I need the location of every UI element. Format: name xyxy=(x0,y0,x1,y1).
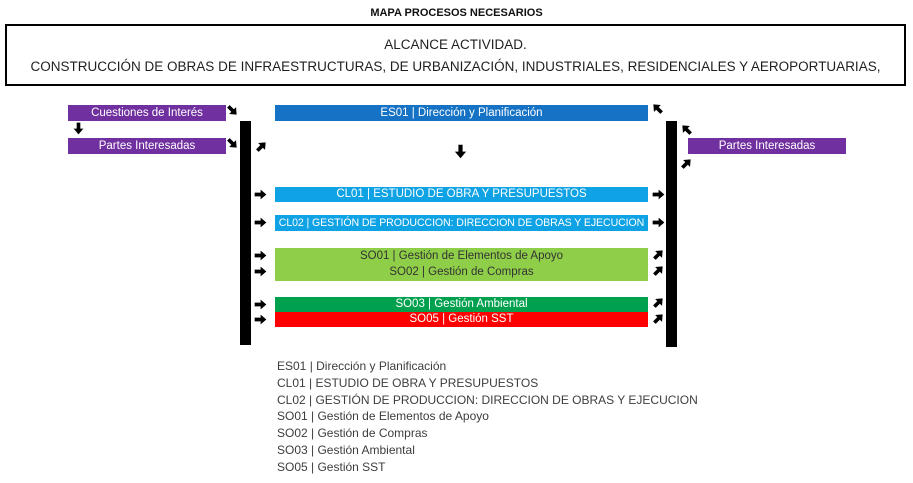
arrow-right-icon xyxy=(652,216,665,229)
legend-item-cl02: CL02 | GESTIÓN DE PRODUCCION: DIRECCION DE OBRAS Y EJECUCION xyxy=(277,392,698,407)
arrow-se-icon xyxy=(223,101,241,119)
box-cl02: CL02 | GESTIÓN DE PRODUCCION: DIRECCION DE OBRAS Y EJECUCION xyxy=(275,215,648,231)
arrow-right-icon xyxy=(254,313,267,326)
arrow-right-icon xyxy=(254,298,267,311)
legend-item-so01: SO01 | Gestión de Elementos de Apoyo xyxy=(277,409,489,424)
box-partes-interesadas-right: Partes Interesadas xyxy=(688,138,846,154)
arrow-right-icon xyxy=(254,188,267,201)
legend-item-so03: SO03 | Gestión Ambiental xyxy=(277,442,415,457)
arrow-nw-icon xyxy=(648,99,666,117)
scope-description: CONSTRUCCIÓN DE OBRAS DE INFRAESTRUCTURAS, DE URBANIZACIÓN, INDUSTRIALES, RESIDENCIALES Y AEROPORTUARIAS, xyxy=(30,59,881,74)
legend-item-es01: ES01 | Dirección y Planificación xyxy=(277,359,447,373)
arrow-right-icon xyxy=(254,265,267,278)
legend-item-so05: SO05 | Gestión SST xyxy=(277,459,386,474)
legend-item-cl01: CL01 | ESTUDIO DE OBRA Y PRESUPUESTOS xyxy=(277,375,539,390)
arrow-right-icon xyxy=(652,188,665,201)
arrow-down-icon xyxy=(453,144,468,159)
left-flow-bar xyxy=(240,121,251,345)
process-legend xyxy=(277,358,698,476)
box-so03: SO03 | Gestión Ambiental xyxy=(275,297,648,312)
arrow-right-icon xyxy=(254,216,267,229)
scope-title: ALCANCE ACTIVIDAD. xyxy=(384,37,527,52)
arrow-ne-icon xyxy=(649,309,667,327)
arrow-ne-icon xyxy=(677,154,695,172)
arrow-right-icon xyxy=(254,249,267,262)
legend-item-so02: SO02 | Gestión de Compras xyxy=(277,426,428,441)
arrow-ne-icon xyxy=(649,261,667,279)
arrow-nw-icon xyxy=(677,120,695,138)
box-partes-interesadas-left: Partes Interesadas xyxy=(68,138,226,154)
box-so01: SO01 | Gestión de Elementos de Apoyo xyxy=(359,250,564,262)
right-flow-bar xyxy=(666,121,677,347)
box-cl01: CL01 | ESTUDIO DE OBRA Y PRESUPUESTOS xyxy=(275,187,648,202)
box-so05: SO05 | Gestión SST xyxy=(275,312,648,327)
box-cuestiones-interes: Cuestiones de Interés xyxy=(68,105,226,121)
box-es01: ES01 | Dirección y Planificación xyxy=(275,105,648,121)
arrow-ne-icon xyxy=(252,137,270,155)
arrow-se-icon xyxy=(223,134,241,152)
arrow-down-icon xyxy=(72,122,85,135)
scope-box xyxy=(5,24,906,86)
page-title: MAPA PROCESOS NECESARIOS xyxy=(370,7,543,19)
box-so02: SO02 | Gestión de Compras xyxy=(389,266,534,278)
box-so01-so02-group xyxy=(275,248,648,281)
